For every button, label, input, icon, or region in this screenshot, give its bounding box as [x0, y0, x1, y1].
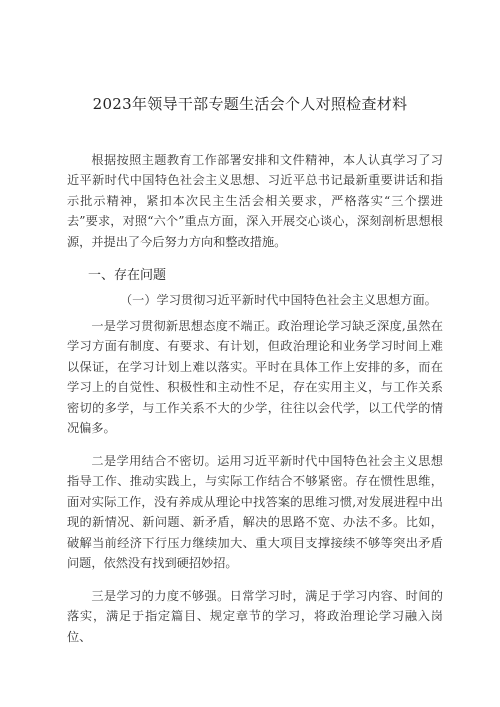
paragraph-point-one: 一是学习贯彻新思想态度不端正。政治理论学习缺乏深度,虽然在学习方面有制度、有要求、有计划，但政治理论和业务学习时间上难以保证，在学习计划上难以落实。平时在具体工作上安排的多，而在学习上的自觉性、积极性和主动性不足，存在实用主义，与工作关系密切的多学，与工作关系不大的少学，往往以会代学，以工代学的情况偏多。	[67, 319, 443, 436]
paragraph-point-three: 三是学习的力度不够强。日常学习时，满足于学习内容、时间的落实，满足于指定篇目、规定章节的学习，将政治理论学习融入岗位、	[67, 589, 443, 644]
section-heading-problems: 一、存在问题	[88, 268, 167, 283]
paragraph-point-two: 二是学用结合不密切。运用习近平新时代中国特色社会主义思想指导工作、推动实践上，与实际工作结合不够紧密。存在惯性思维，面对实际工作，没有养成从理论中找答案的思维习惯,对发展进程中出现的新情况、新问题、新矛盾，解决的思路不宽、办法不多。比如，破解当前经济下行压力继续加大、重大项目支撑接续不够等突出矛盾问题，依然没有找到硬招妙招。	[67, 454, 443, 571]
document-title: 2023年领导干部专题生活会个人对照检查材料	[92, 95, 408, 113]
subsection-heading-study: （一）学习贯彻习近平新时代中国特色社会主义思想方面。	[120, 293, 437, 307]
intro-paragraph: 根据按照主题教育工作部署安排和文件精神，本人认真学习了习近平新时代中国特色社会主义思想、习近平总书记最新重要讲话和指示批示精神，紧扣本次民主生活会相关要求，严格落实“三个摆进去”要求，对照“六个”重点方面，深入开展交心谈心，深刻剖析思想根源，并提出了今后努力方向和整改措施。	[67, 153, 443, 249]
